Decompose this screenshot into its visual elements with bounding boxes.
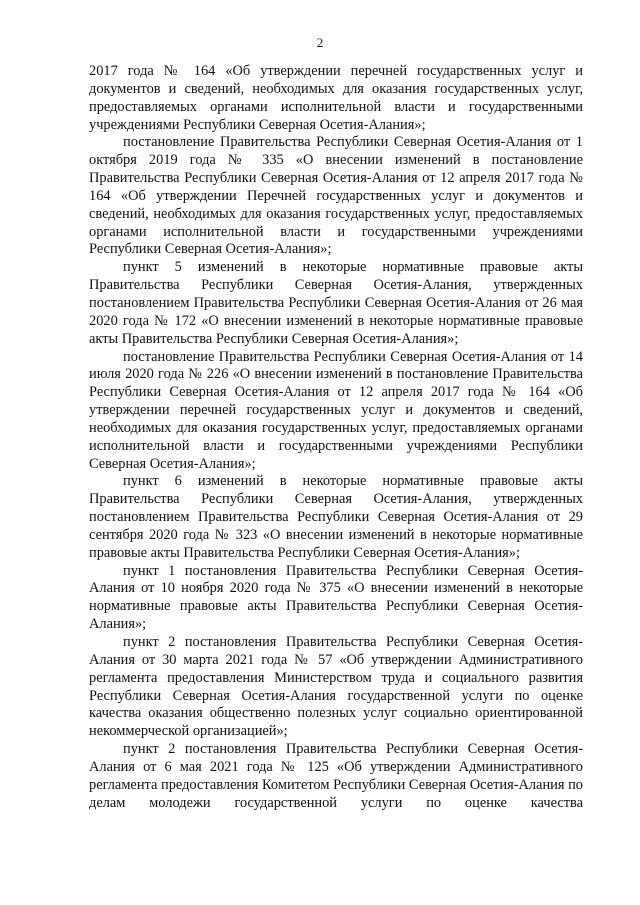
paragraph: пункт 2 постановления Правительства Республики Северная Осетия-Алания от 30 марта 2021 года № 57 «Об утверждении Административного регламента предоставления Министерством труда и социального развития Республики Северная Осетия-Алания государственной услуги по оценке качества оказания общественно полезных услуг социально ориентированной некоммерческой организацией»;	[89, 634, 583, 740]
paragraph: постановление Правительства Республики Северная Осетия-Алания от 1 октября 2019 года № 335 «О внесении изменений в постановление Правительства Республики Северная Осетия-Алания от 12 апреля 2017 года № 164 «Об утверждении Перечней государственных услуг и документов и сведений, необходимых для оказания государственных услуг, предоставляемых органами исполнительной власти и государственными учреждениями Республики Северная Осетия-Алания»;	[89, 134, 583, 258]
paragraph: пункт 6 изменений в некоторые нормативные правовые акты Правительства Республики Северная Осетия-Алания, утвержденных постановлением Правительства Республики Северная Осетия-Алания от 29 сентября 2020 года № 323 «О внесении изменений в некоторые нормативные правовые акты Правительства Республики Северная Осетия-Алания»;	[89, 473, 583, 561]
paragraph: пункт 2 постановления Правительства Республики Северная Осетия-Алания от 6 мая 2021 года № 125 «Об утверждении Административного регламента предоставления Комитетом Республики Северная Осетия-Алания по делам молодежи государственной услуги по оценке качества	[89, 741, 583, 811]
paragraph: 2017 года № 164 «Об утверждении перечней государственных услуг и документов и сведений, необходимых для оказания государственных услуг, предоставляемых органами исполнительной власти и государственными учреждениями Республики Северная Осетия-Алания»;	[89, 63, 583, 133]
page-number: 2	[316, 35, 324, 50]
paragraph: пункт 1 постановления Правительства Республики Северная Осетия-Алания от 10 ноября 2020 года № 375 «О внесении изменений в некоторые нормативные правовые акты Правительства Республики Северная Осетия-Алания»;	[89, 562, 583, 633]
document-body	[89, 63, 583, 812]
paragraph: пункт 5 изменений в некоторые нормативные правовые акты Правительства Республики Северная Осетия-Алания, утвержденных постановлением Правительства Республики Северная Осетия-Алания от 26 мая 2020 года № 172 «О внесении изменений в некоторые нормативные правовые акты Правительства Республики Северная Осетия-Алания»;	[89, 259, 583, 347]
paragraph: постановление Правительства Республики Северная Осетия-Алания от 14 июля 2020 года № 226 «О внесении изменений в постановление Правительства Республики Северная Осетия-Алания от 12 апреля 2017 года № 164 «Об утверждении перечней государственных услуг и документов и сведений, необходимых для оказания государственных услуг, предоставляемых органами исполнительной власти и государственными учреждениями Республики Северная Осетия-Алания»;	[89, 348, 583, 472]
